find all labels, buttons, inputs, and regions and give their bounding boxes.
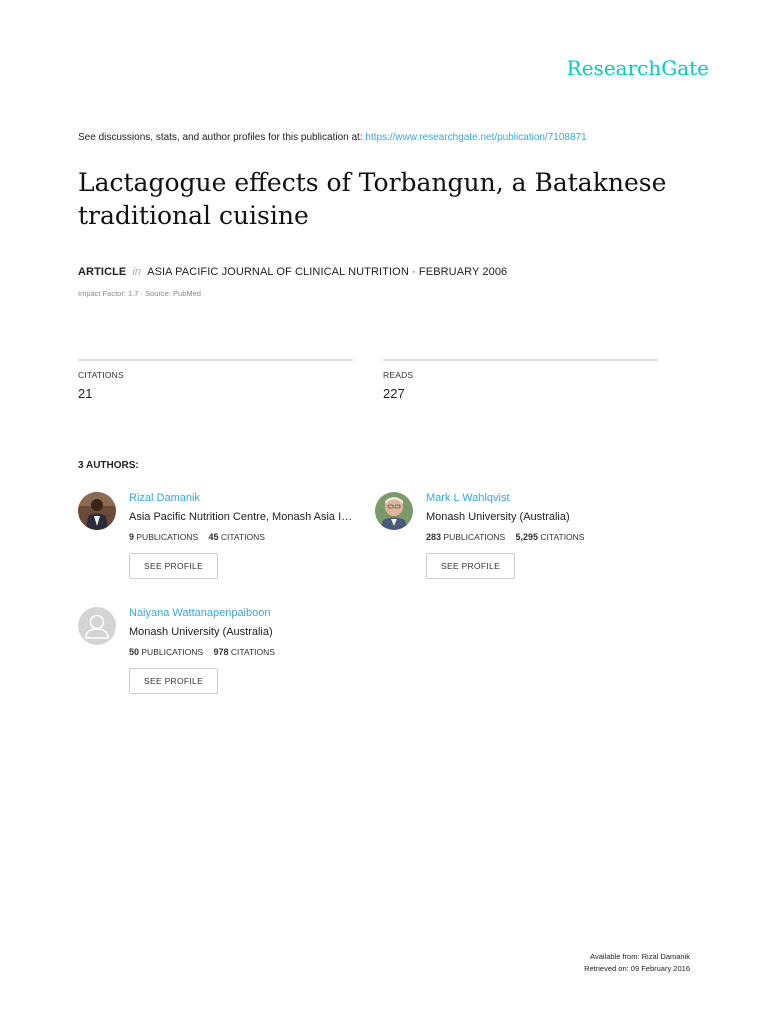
- researchgate-logo[interactable]: ResearchGate: [566, 56, 709, 80]
- impact-factor: Impact Factor: 1.7 · Source: PubMed: [78, 289, 201, 298]
- publications-count: 50: [129, 647, 140, 657]
- retrieval-info: [584, 951, 690, 975]
- article-meta: [78, 266, 507, 278]
- publication-link[interactable]: https://www.researchgate.net/publication/7108871: [365, 132, 587, 143]
- reads-label: READS: [383, 370, 414, 380]
- reads-stat: [383, 359, 658, 401]
- author-counts: [129, 532, 379, 542]
- discussion-text: See discussions, stats, and author profiles for this publication at:: [78, 132, 363, 143]
- discussion-line: [78, 132, 587, 143]
- publications-count: 283: [426, 532, 442, 542]
- citations-stat: [78, 359, 353, 401]
- article-type: ARTICLE: [78, 266, 127, 278]
- author-photo[interactable]: [78, 492, 116, 530]
- in-label: in: [132, 266, 142, 278]
- citations-count-label: CITATIONS: [220, 532, 265, 542]
- reads-value: 227: [383, 386, 405, 401]
- journal-name: ASIA PACIFIC JOURNAL OF CLINICAL NUTRITION · FEBRUARY 2006: [147, 266, 508, 278]
- article-title: Lactagogue effects of Torbangun, a Bataknese traditional cuisine: [78, 168, 667, 230]
- publications-label: PUBLICATIONS: [141, 647, 204, 657]
- retrieved-on: Retrieved on: 09 February 2016: [584, 964, 690, 973]
- citations-count-label: CITATIONS: [230, 647, 275, 657]
- default-avatar-icon[interactable]: [78, 607, 116, 645]
- citations-label: CITATIONS: [78, 370, 124, 380]
- citations-count: 5,295: [515, 532, 539, 542]
- citations-count-label: CITATIONS: [540, 532, 585, 542]
- citations-value: 21: [78, 386, 93, 401]
- author-counts: [426, 532, 676, 542]
- available-from: Available from: Rizal Damanik: [590, 952, 690, 961]
- citations-count: 45: [208, 532, 219, 542]
- see-profile-button[interactable]: SEE PROFILE: [426, 553, 515, 579]
- author-photo[interactable]: [375, 492, 413, 530]
- author-photo-image: [375, 492, 413, 530]
- publications-label: PUBLICATIONS: [443, 532, 506, 542]
- citations-count: 978: [213, 647, 229, 657]
- author-name[interactable]: Rizal Damanik: [129, 492, 200, 504]
- author-institution: Asia Pacific Nutrition Centre, Monash Asia I…: [129, 511, 353, 523]
- author-photo-image: [78, 492, 116, 530]
- person-placeholder-icon: [78, 607, 116, 645]
- author-counts: [129, 647, 379, 657]
- authors-heading: 3 AUTHORS:: [78, 460, 139, 471]
- author-name[interactable]: Mark L Wahlqvist: [426, 492, 510, 504]
- author-name[interactable]: Naiyana Wattanapenpaiboon: [129, 607, 271, 619]
- publications-count: 9: [129, 532, 135, 542]
- author-institution: Monash University (Australia): [426, 511, 570, 523]
- publications-label: PUBLICATIONS: [136, 532, 199, 542]
- see-profile-button[interactable]: SEE PROFILE: [129, 668, 218, 694]
- author-institution: Monash University (Australia): [129, 626, 273, 638]
- see-profile-button[interactable]: SEE PROFILE: [129, 553, 218, 579]
